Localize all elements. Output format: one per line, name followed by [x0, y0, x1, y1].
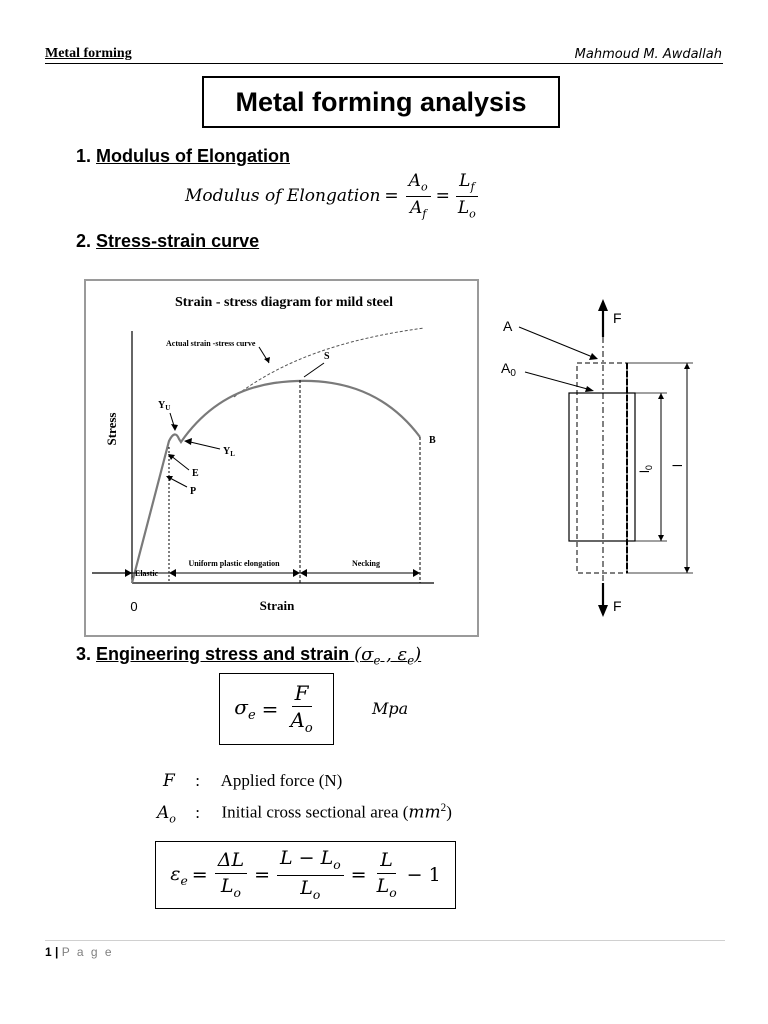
origin-label: 0 — [130, 599, 138, 614]
stress-formula: $\sigma_e$ = $\frac{F}{A_o}$ — [234, 680, 313, 736]
point-e-label: E — [192, 468, 199, 479]
modulus-fraction-length: $\frac{L_f}{L_o}$ — [457, 171, 476, 220]
x-axis-label: Strain — [259, 598, 295, 613]
label-a0: $A_0$ — [501, 360, 516, 379]
section-3-number: 3. — [76, 644, 92, 664]
section-2-title: Stress-strain curve — [96, 231, 260, 251]
point-yu-label: $Y_U$ — [158, 400, 171, 412]
strain-formula-box — [155, 841, 456, 909]
header-left-title: Metal forming — [45, 46, 132, 61]
point-yl-label: $Y_L$ — [223, 446, 235, 458]
header-rule — [45, 63, 723, 64]
point-p-label: P — [190, 486, 197, 497]
modulus-formula: Modulus of Elongation = $\frac{A_o}{A_f}$ = $\frac{L_f}{L_o}$ — [185, 172, 482, 220]
page-title: Metal forming analysis — [235, 86, 527, 117]
page-number: 1 — [45, 945, 52, 959]
force-bottom-label: F — [613, 598, 622, 614]
stress-formula-box — [219, 673, 334, 745]
specimen-diagram — [495, 295, 715, 625]
modulus-formula-lhs: Modulus of Elongation — [185, 186, 381, 207]
label-l0: $l_0$ — [637, 465, 654, 473]
header-author: Mahmoud M. Awdallah — [574, 47, 722, 62]
section-1-heading — [76, 146, 290, 167]
region-necking-label: Necking — [352, 559, 380, 568]
page-label: P a g e — [61, 945, 114, 959]
definition-force: F : Applied force (N) — [163, 771, 343, 791]
section-2-heading — [76, 231, 259, 252]
point-b-label: B — [429, 435, 436, 446]
section-2-number: 2. — [76, 231, 92, 251]
footer-rule — [45, 940, 725, 941]
section-1-title: Modulus of Elongation — [96, 146, 290, 166]
region-elastic-label: Elastic — [135, 569, 159, 578]
label-l: l — [670, 464, 685, 467]
section-3-heading — [76, 644, 421, 668]
definition-area: $A_o$ : Initial cross sectional area $(mm^2)$ — [157, 802, 452, 826]
region-uniform-label: Uniform plastic elongation — [188, 559, 280, 568]
stress-unit: Mpa — [372, 699, 409, 718]
modulus-fraction-area: $\frac{A_o}{A_f}$ — [406, 172, 431, 220]
force-top-label: F — [613, 310, 622, 326]
page-footer: 1 | P a g e — [45, 945, 114, 959]
strain-formula: $\varepsilon_e$ = $\frac{\Delta L}{L_o}$ = $\frac{L - L_o}{L_o}$ = $\frac{L}{L_o}$ − 1 — [170, 847, 441, 902]
page-title-box — [202, 76, 560, 128]
section-3-title: Engineering stress and strain ($\sigma_e$ , $\varepsilon_e$) — [96, 644, 422, 668]
stress-strain-diagram — [84, 279, 480, 639]
y-axis-label: Stress — [104, 412, 119, 446]
point-s-label: S — [324, 351, 330, 362]
diagram-title: Strain - stress diagram for mild steel — [174, 295, 394, 310]
label-a: A — [503, 318, 513, 334]
section-1-number: 1. — [76, 146, 92, 166]
original-specimen — [569, 393, 635, 541]
actual-curve-label: Actual strain -stress curve — [166, 339, 256, 348]
